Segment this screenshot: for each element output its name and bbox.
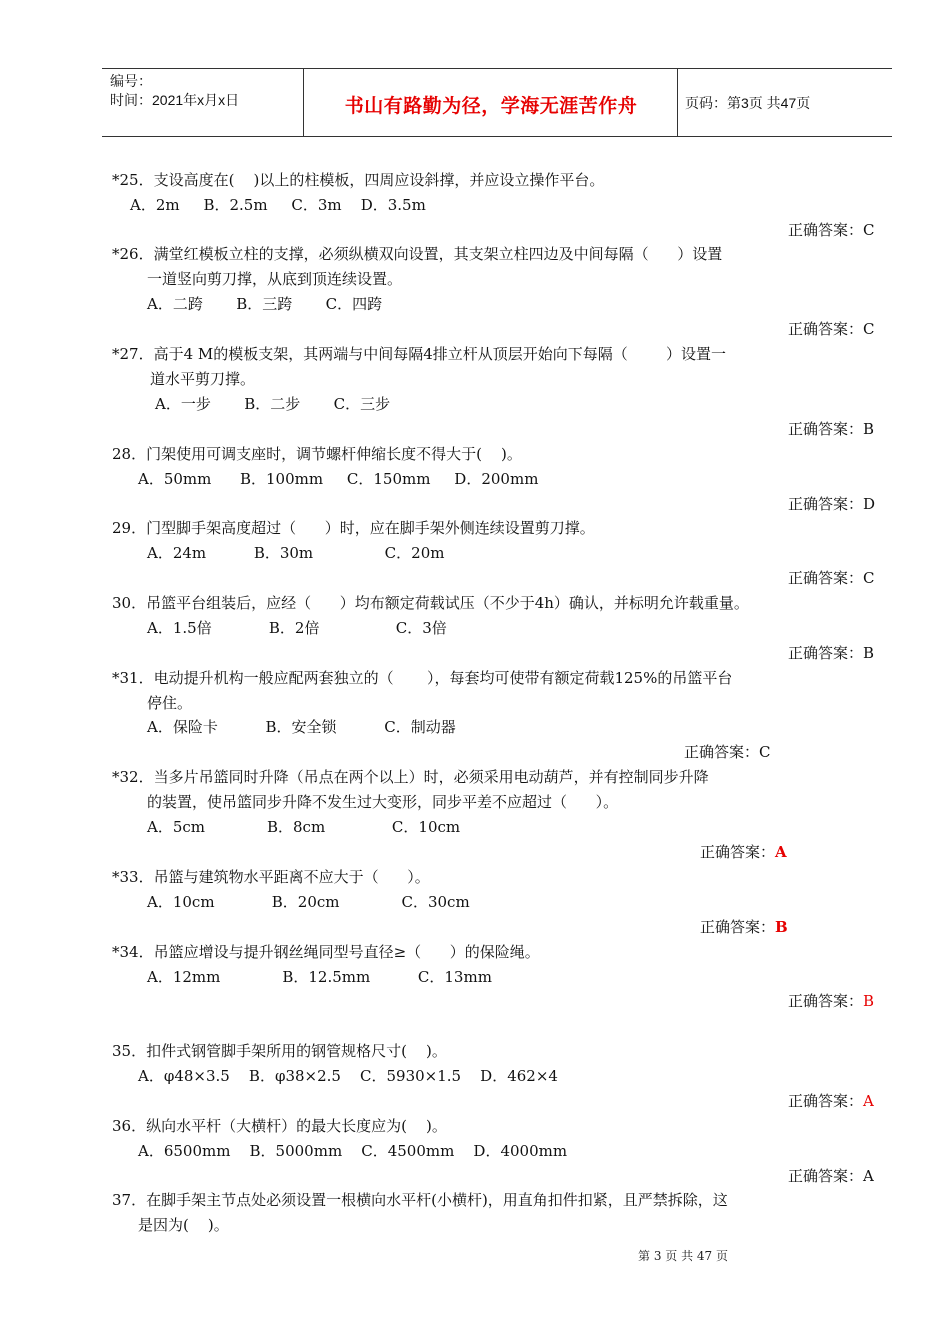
header-divider	[677, 69, 678, 136]
answer-value: B	[863, 992, 875, 1010]
time-label: 时间：2021年x月x日	[110, 92, 240, 108]
question-26-cont: 一道竖向剪刀撑，从底到顶连续设置。	[147, 270, 403, 288]
question-27: *27．高于4 M的模板支架，其两端与中间每隔4排立杆从顶层开始向下每隔（ ）设置一	[112, 345, 726, 363]
answer-27: 正确答案：B	[788, 420, 875, 438]
options-25: A．2m B．2.5m C．3m D．3.5m	[130, 196, 426, 214]
answer-33	[700, 917, 788, 937]
question-32-cont: 的装置，使吊篮同步升降不发生过大变形，同步平差不应超过（ ）。	[147, 793, 619, 811]
question-34: *34．吊篮应增设与提升钢丝绳同型号直径≥（ ）的保险绳。	[112, 943, 540, 961]
answer-36: 正确答案：A	[788, 1167, 874, 1185]
question-25: *25．支设高度在( )以上的柱模板，四周应设斜撑，并应设立操作平台。	[112, 171, 605, 189]
question-26: *26．满堂红模板立柱的支撑，必须纵横双向设置，其支架立柱四边及中间每隔（ ）设置	[112, 245, 723, 263]
answer-29: 正确答案：C	[788, 569, 875, 587]
question-27-cont: 道水平剪刀撑。	[150, 370, 256, 388]
options-27: A．一步 B．二步 C．三步	[155, 395, 391, 413]
answer-label: 正确答案：	[700, 918, 776, 936]
options-34: A．12mm B．12.5mm C．13mm	[147, 968, 492, 986]
answer-25: 正确答案：C	[788, 221, 875, 239]
header-meta	[110, 72, 239, 110]
header-divider	[303, 69, 304, 136]
options-36: A．6500mm B．5000mm C．4500mm D．4000mm	[138, 1142, 568, 1160]
options-32: A．5cm B．8cm C．10cm	[147, 818, 461, 836]
answer-31: 正确答案：C	[684, 743, 771, 761]
options-26: A．二跨 B．三跨 C．四跨	[147, 295, 383, 313]
number-label: 编号：	[110, 73, 152, 89]
answer-value: A	[863, 1092, 874, 1110]
question-30: 30．吊篮平台组装后，应经（ ）均布额定荷载试压（不少于4h）确认，并标明允许载重量。	[112, 594, 749, 612]
question-37-cont: 是因为( )。	[138, 1216, 229, 1234]
answer-label: 正确答案：	[788, 1092, 864, 1110]
options-30: A．1.5倍 B．2倍 C．3倍	[147, 619, 447, 637]
answer-label: 正确答案：	[700, 843, 776, 861]
question-37: 37．在脚手架主节点处必须设置一根横向水平杆(小横杆)，用直角扣件扣紧，且严禁拆除，这	[112, 1191, 728, 1209]
options-31: A．保险卡 B．安全锁 C．制动器	[147, 718, 456, 736]
answer-28: 正确答案：D	[788, 495, 876, 513]
answer-35	[788, 1091, 874, 1111]
question-31: *31．电动提升机构一般应配两套独立的（ ），每套均可使带有额定荷载125%的吊篮平台	[112, 669, 733, 687]
header-motto: 书山有路勤为径，学海无涯苦作舟	[344, 95, 638, 117]
options-35: A．φ48×3.5 B．φ38×2.5 C．5930×1.5 D．462×4	[138, 1067, 558, 1085]
page-header	[102, 68, 892, 137]
answer-34	[788, 991, 874, 1011]
options-33: A．10cm B．20cm C．30cm	[147, 893, 470, 911]
question-36: 36．纵向水平杆（大横杆）的最大长度应为( )。	[112, 1117, 447, 1135]
question-33: *33．吊篮与建筑物水平距离不应大于（ ）。	[112, 868, 430, 886]
question-29: 29．门型脚手架高度超过（ ）时，应在脚手架外侧连续设置剪刀撑。	[112, 519, 595, 537]
answer-label: 正确答案：	[788, 992, 864, 1010]
header-page-info: 页码：第3页 共47页	[685, 95, 811, 111]
page-footer: 第 3 页 共 47 页	[638, 1249, 728, 1263]
question-35: 35．扣件式钢管脚手架所用的钢管规格尺寸( )。	[112, 1042, 447, 1060]
options-29: A．24m B．30m C．20m	[147, 544, 445, 562]
question-32: *32．当多片吊篮同时升降（吊点在两个以上）时，必须采用电动葫芦，并有控制同步升降	[112, 768, 709, 786]
answer-32	[700, 842, 787, 862]
answer-value: A	[775, 843, 787, 861]
question-31-cont: 停住。	[147, 694, 193, 712]
answer-value: B	[775, 918, 788, 936]
answer-30: 正确答案：B	[788, 644, 875, 662]
options-28: A．50mm B．100mm C．150mm D．200mm	[138, 470, 539, 488]
answer-26: 正确答案：C	[788, 320, 875, 338]
question-28: 28．门架使用可调支座时，调节螺杆伸缩长度不得大于( )。	[112, 445, 522, 463]
